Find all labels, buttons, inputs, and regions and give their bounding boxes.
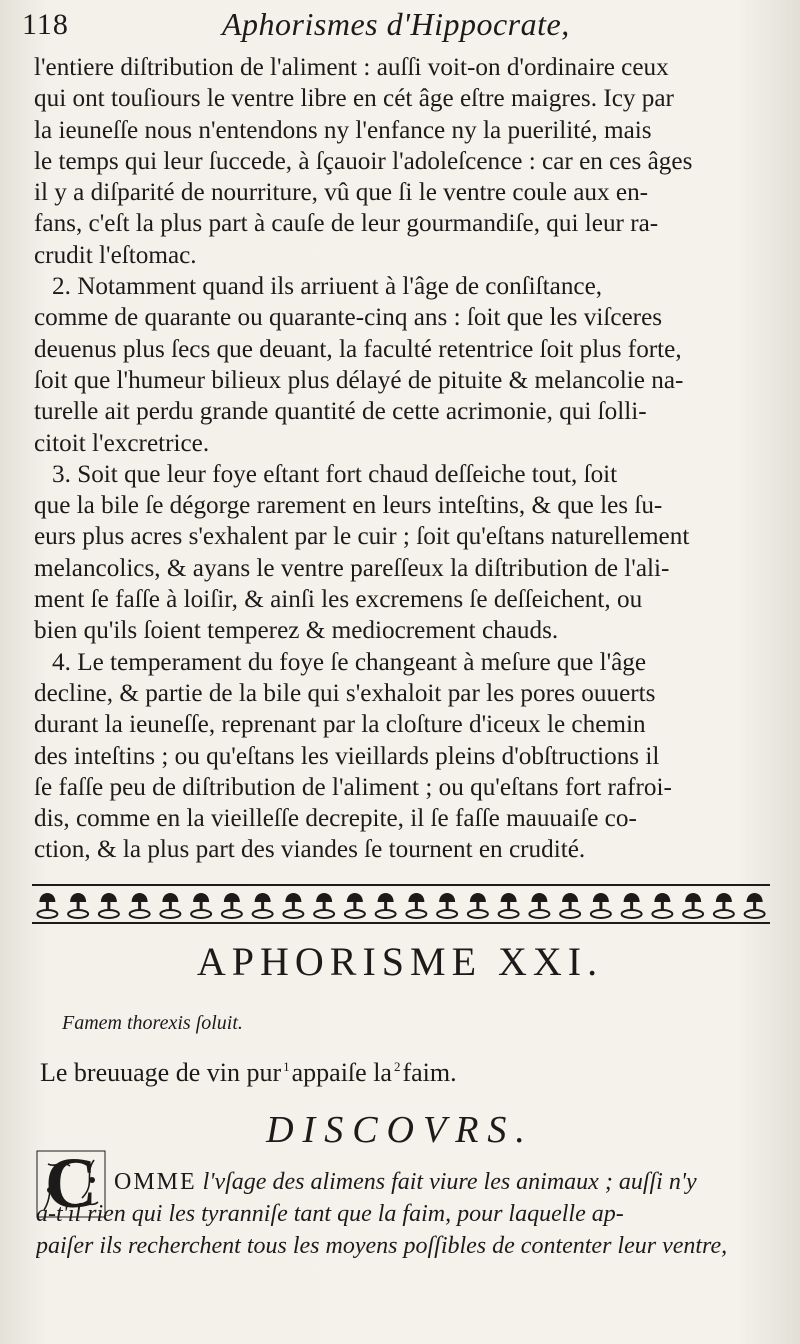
fleuron-icon [191,893,211,918]
fleuron-icon [406,893,426,918]
translation-part-2: appaiſe la [291,1058,392,1087]
fleuron-icon [745,893,765,918]
fleuron-icon [714,893,734,918]
fleuron-icon [376,893,396,918]
fleuron-icon [529,893,549,918]
text-line: citoit l'excretrice. [34,429,210,457]
body-text [34,52,770,866]
drop-cap-letter: C [45,1143,97,1223]
footnote-ref-2: 2 [393,1059,401,1074]
fleuron-icon [68,893,88,918]
latin-aphorism: Famem thorexis ſoluit. [62,1012,243,1034]
text-line: ment ſe faſſe à loiſir, & ainſi les excremens ſe deſſeichent, ou [34,586,643,614]
fleuron-icon [37,893,57,918]
fleuron-icon [622,893,642,918]
text-line: 4. Le temperament du foye ſe changeant à meſure que l'âge [52,648,647,676]
text-line: melancolics, & ayans le ventre pareſſeux la diſtribution de l'ali- [34,554,670,582]
aphorism-heading: APHORISME XXI. [196,939,604,984]
running-head [22,6,782,50]
text-line: la ieuneſſe nous n'entendons ny l'enfance ny la puerilité, mais [34,116,652,144]
text-line: ction, & la plus part des viandes ſe tournent en crudité. [34,836,586,864]
text-line: 3. Soit que leur foye eſtant fort chaud deſſeiche tout, ſoit [52,460,618,488]
fleuron-icon [253,893,273,918]
text-line: durant la ieuneſſe, reprenant par la cloſture d'iceux le chemin [34,711,646,739]
text-line: fans, c'eſt la plus part à cauſe de leur gourmandiſe, qui leur ra- [34,210,659,238]
text-line: turelle ait perdu grande quantité de cette acrimonie, qui ſolli- [34,398,647,426]
fleuron-icon [437,893,457,918]
french-translation [40,1058,457,1088]
text-line: eurs plus acres s'exhalent par le cuir ; ſoit qu'eſtans naturellement [34,523,690,551]
discours-line-3: paiſer ils recherchent tous les moyens poſſibles de contenter leur ventre, [36,1233,728,1259]
fleuron-icon [160,893,180,918]
ornament-bottom-rule [32,922,770,924]
ornamental-band [32,884,770,924]
fleuron-icon [283,893,303,918]
fleuron-icon [345,893,365,918]
text-line: 2. Notamment quand ils arriuent à l'âge de conſiſtance, [52,273,603,301]
fleuron-icon [130,893,150,918]
translation-part-1: Le breuuage de vin pur [40,1058,282,1087]
running-title: Aphorismes d'Hippocrate, [222,6,570,42]
text-line: qui ont touſiours le ventre libre en cét âge eſtre maigres. Icy par [34,85,674,113]
text-line: que la bile ſe dégorge rarement en leurs inteſtins, & que les ſu- [34,492,663,520]
translation-part-3: faim. [402,1058,457,1087]
discours-opening-word: OMME [114,1169,197,1195]
page-number: 118 [22,8,69,41]
text-line: l'entiere diſtribution de l'aliment : auſſi voit-on d'ordinaire ceux [34,54,669,81]
fleuron-icon [499,893,519,918]
text-line: dis, comme en la vieilleſſe decrepite, il ſe faſſe mauuaiſe co- [34,805,637,833]
discours-text [36,1166,770,1262]
text-line: bien qu'ils ſoient temperez & mediocrement chauds. [34,617,559,645]
text-line: ſoit que l'humeur bilieux plus délayé de pituite & melancolie na- [34,366,684,394]
fleuron-icon [222,893,242,918]
text-line: comme de quarante ou quarante-cinq ans : ſoit que les viſceres [34,304,663,332]
fleuron-icon [99,893,119,918]
fleuron-icon [468,893,488,918]
fleuron-icon [652,893,672,918]
text-line: crudit l'eſtomac. [34,241,197,269]
fleuron-icon [314,893,334,918]
fleuron-icon [683,893,703,918]
text-line: des inteſtins ; ou qu'eſtans les vieillards pleins d'obſtructions il [34,742,660,770]
discours-line-1-rest: l'vſage des alimens fait viure les animaux ; auſſi n'y [202,1169,697,1195]
discours-line-1 [36,1166,770,1198]
footnote-ref-1: 1 [283,1059,290,1074]
text-line: il y a diſparité de nourriture, vû que ſi le ventre coule aux en- [34,179,649,207]
discours-line-2: a-t'il rien qui les tyranniſe tant que la faim, pour laquelle ap- [36,1201,624,1227]
fleuron-row-icon [32,886,770,922]
text-line: deuenus plus ſecs que deuant, la faculté retentrice ſoit plus forte, [34,335,682,363]
text-line: le temps qui leur ſuccede, à ſçauoir l'adoleſcence : car en ces âges [34,147,693,175]
text-line: decline, & partie de la bile qui s'exhaloit par les pores ouuerts [34,679,656,707]
fleuron-icon [560,893,580,918]
discours-heading: DISCOVRS. [266,1109,534,1151]
text-line: ſe faſſe peu de diſtribution de l'aliment ; ou qu'eſtans fort rafroi- [34,773,672,801]
fleuron-icon [591,893,611,918]
